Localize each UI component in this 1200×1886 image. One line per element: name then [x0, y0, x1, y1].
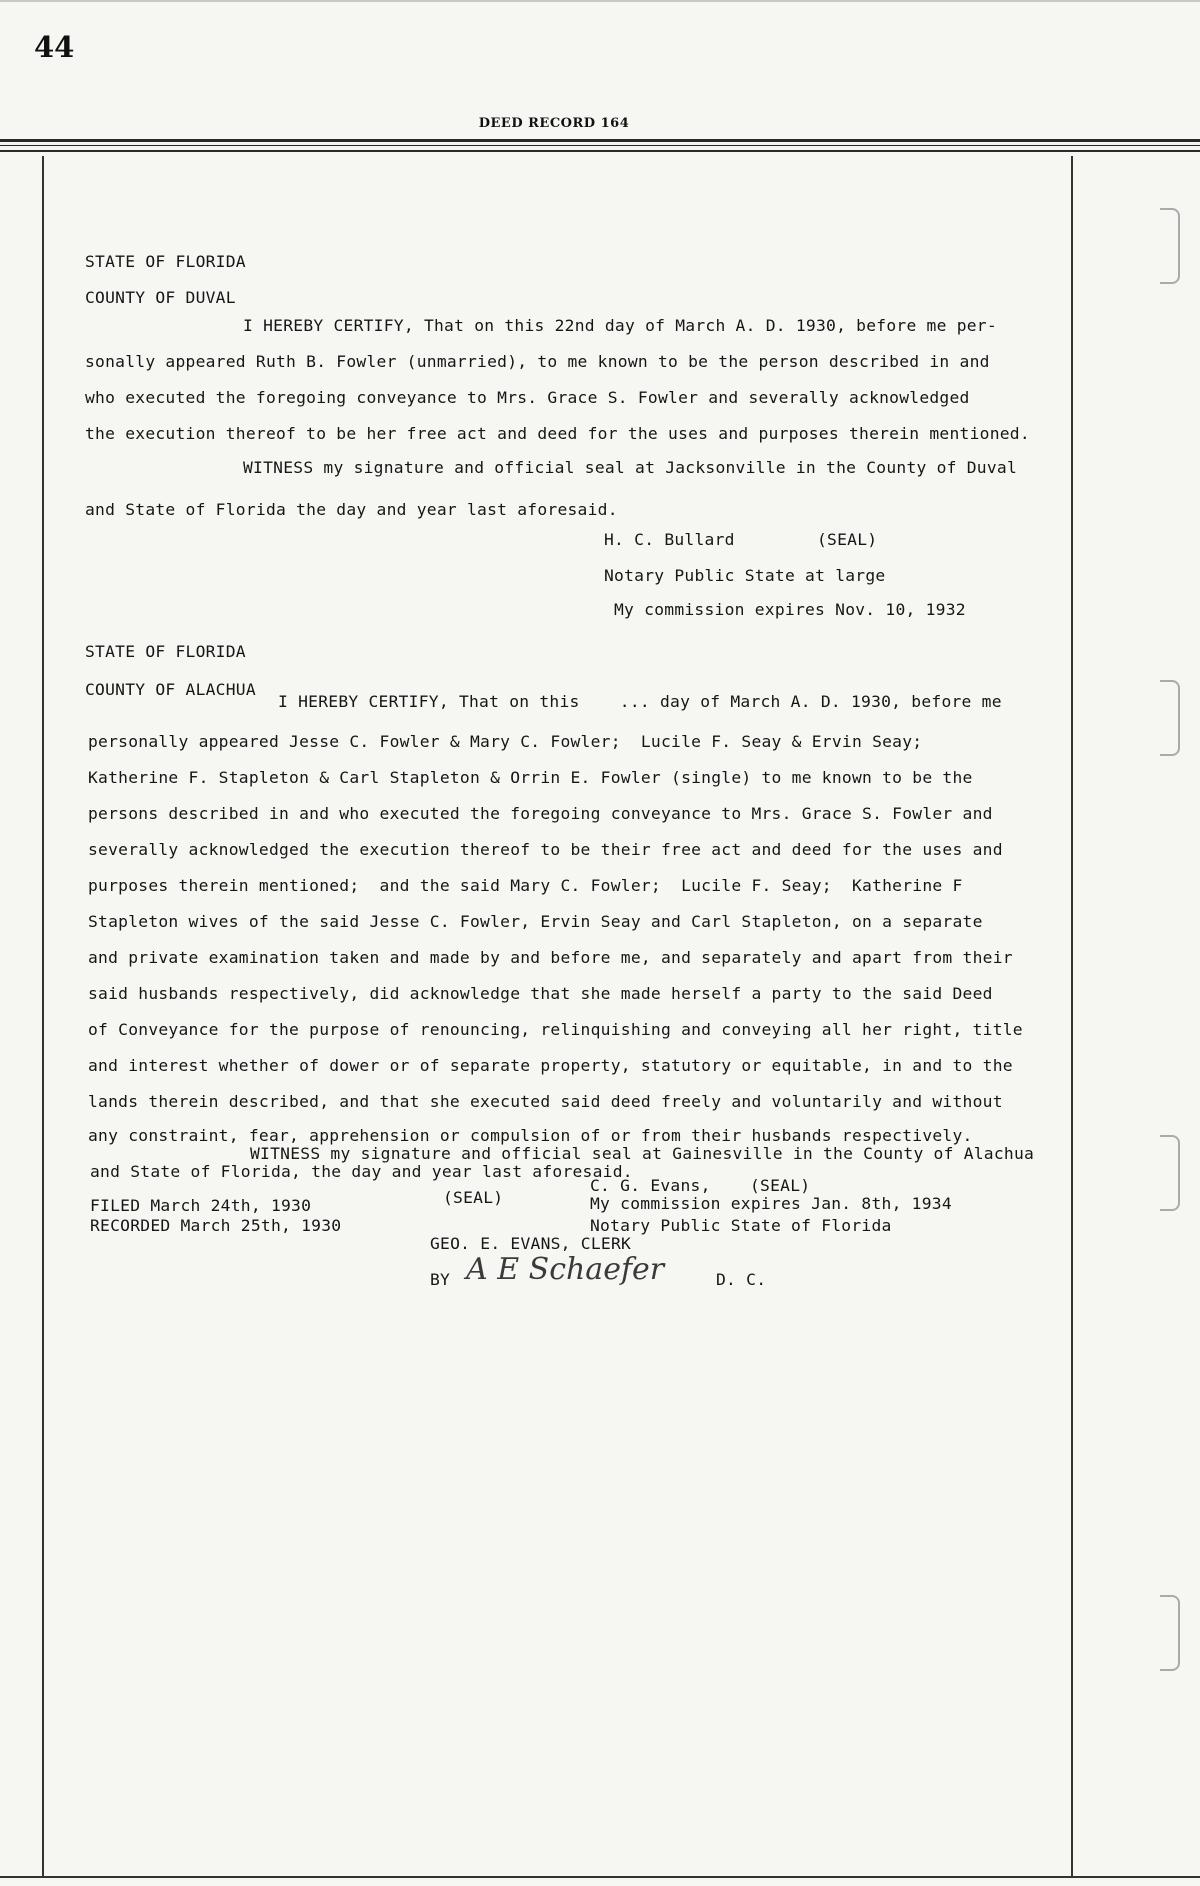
record-title: DEED RECORD 164	[478, 116, 630, 131]
right-margin-line	[1071, 156, 1073, 1876]
certificate-line: any constraint, fear, apprehension or compulsion of or from their husbands respectively.	[88, 1126, 973, 1145]
witness-line: WITNESS my signature and official seal at Gainesville in the County of Alachua	[250, 1144, 1035, 1163]
certificate-line: personally appeared Jesse C. Fowler & Mary C. Fowler; Lucile F. Seay & Ervin Seay;	[88, 732, 923, 751]
certificate-line: persons described in and who executed the foregoing conveyance to Mrs. Grace S. Fowler and	[88, 804, 993, 823]
certificate-line: sonally appeared Ruth B. Fowler (unmarried), to me known to be the person described in and	[85, 352, 990, 371]
page-top-edge	[0, 0, 1200, 2]
filed-date: FILED March 24th, 1930	[90, 1196, 312, 1215]
certificate-line: who executed the foregoing conveyance to Mrs. Grace S. Fowler and severally acknowledged	[85, 388, 970, 407]
seal-label: (SEAL)	[750, 1176, 811, 1195]
certificate-line: severally acknowledged the execution thereof to be their free act and deed for the uses and	[88, 840, 1003, 859]
certificate-line: of Conveyance for the purpose of renouncing, relinquishing and conveying all her right, title	[88, 1020, 1023, 1039]
certificate-line: the execution thereof to be her free act and deed for the uses and purposes therein mentioned.	[85, 424, 1030, 443]
notary-title: Notary Public State at large	[604, 566, 886, 585]
certificate-line: and private examination taken and made by and before me, and separately and apart from their	[88, 948, 1013, 967]
certificate-line: and State of Florida the day and year last aforesaid.	[85, 500, 618, 519]
header-rule	[0, 150, 1200, 152]
certificate-line: said husbands respectively, did acknowledge that she made herself a party to the said Deed	[88, 984, 993, 1003]
witness-line: WITNESS my signature and official seal at Jacksonville in the County of Duval	[243, 458, 1018, 477]
certificate-line: purposes therein mentioned; and the said Mary C. Fowler; Lucile F. Seay; Katherine F	[88, 876, 963, 895]
clerk-name: GEO. E. EVANS, CLERK	[430, 1234, 632, 1253]
binder-tab	[1160, 1595, 1180, 1671]
by-label: BY	[430, 1270, 451, 1289]
page-number: 44	[34, 30, 75, 64]
clerk-seal-label: (SEAL)	[443, 1188, 504, 1207]
county-heading: COUNTY OF ALACHUA	[85, 680, 256, 699]
certificate-line: lands therein described, and that she executed said deed freely and voluntarily and without	[88, 1092, 1003, 1111]
binder-tab	[1160, 680, 1180, 756]
certificate-line: and State of Florida, the day and year last aforesaid.	[90, 1162, 633, 1181]
certificate-line: and interest whether of dower or of separate property, statutory or equitable, in and to the	[88, 1056, 1013, 1075]
deputy-clerk-signature: A E Schaefer	[466, 1252, 665, 1287]
left-margin-line	[42, 156, 44, 1876]
certificate-line: Katherine F. Stapleton & Carl Stapleton & Orrin E. Fowler (single) to me known to be the	[88, 768, 973, 787]
certificate-line: Stapleton wives of the said Jesse C. Fowler, Ervin Seay and Carl Stapleton, on a separate	[88, 912, 983, 931]
deputy-clerk-label: D. C.	[716, 1270, 767, 1289]
state-heading: STATE OF FLORIDA	[85, 642, 246, 661]
notary-name: H. C. Bullard	[604, 530, 735, 549]
seal-label: (SEAL)	[817, 530, 878, 549]
binder-tab	[1160, 208, 1180, 284]
binder-tab	[1160, 1135, 1180, 1211]
commission-expiry: My commission expires Jan. 8th, 1934	[590, 1194, 952, 1213]
commission-expiry: My commission expires Nov. 10, 1932	[614, 600, 966, 619]
notary-title: Notary Public State of Florida	[590, 1216, 892, 1235]
footer-rule	[0, 1876, 1200, 1878]
state-heading: STATE OF FLORIDA	[85, 252, 246, 271]
certificate-line: I HEREBY CERTIFY, That on this ... day of March A. D. 1930, before me	[278, 692, 1002, 711]
notary-name: C. G. Evans,	[590, 1176, 711, 1195]
recorded-date: RECORDED March 25th, 1930	[90, 1216, 342, 1235]
header-rule	[0, 145, 1200, 146]
header-rule	[0, 139, 1200, 142]
certificate-line: I HEREBY CERTIFY, That on this 22nd day of March A. D. 1930, before me per-	[243, 316, 997, 335]
county-heading: COUNTY OF DUVAL	[85, 288, 236, 307]
